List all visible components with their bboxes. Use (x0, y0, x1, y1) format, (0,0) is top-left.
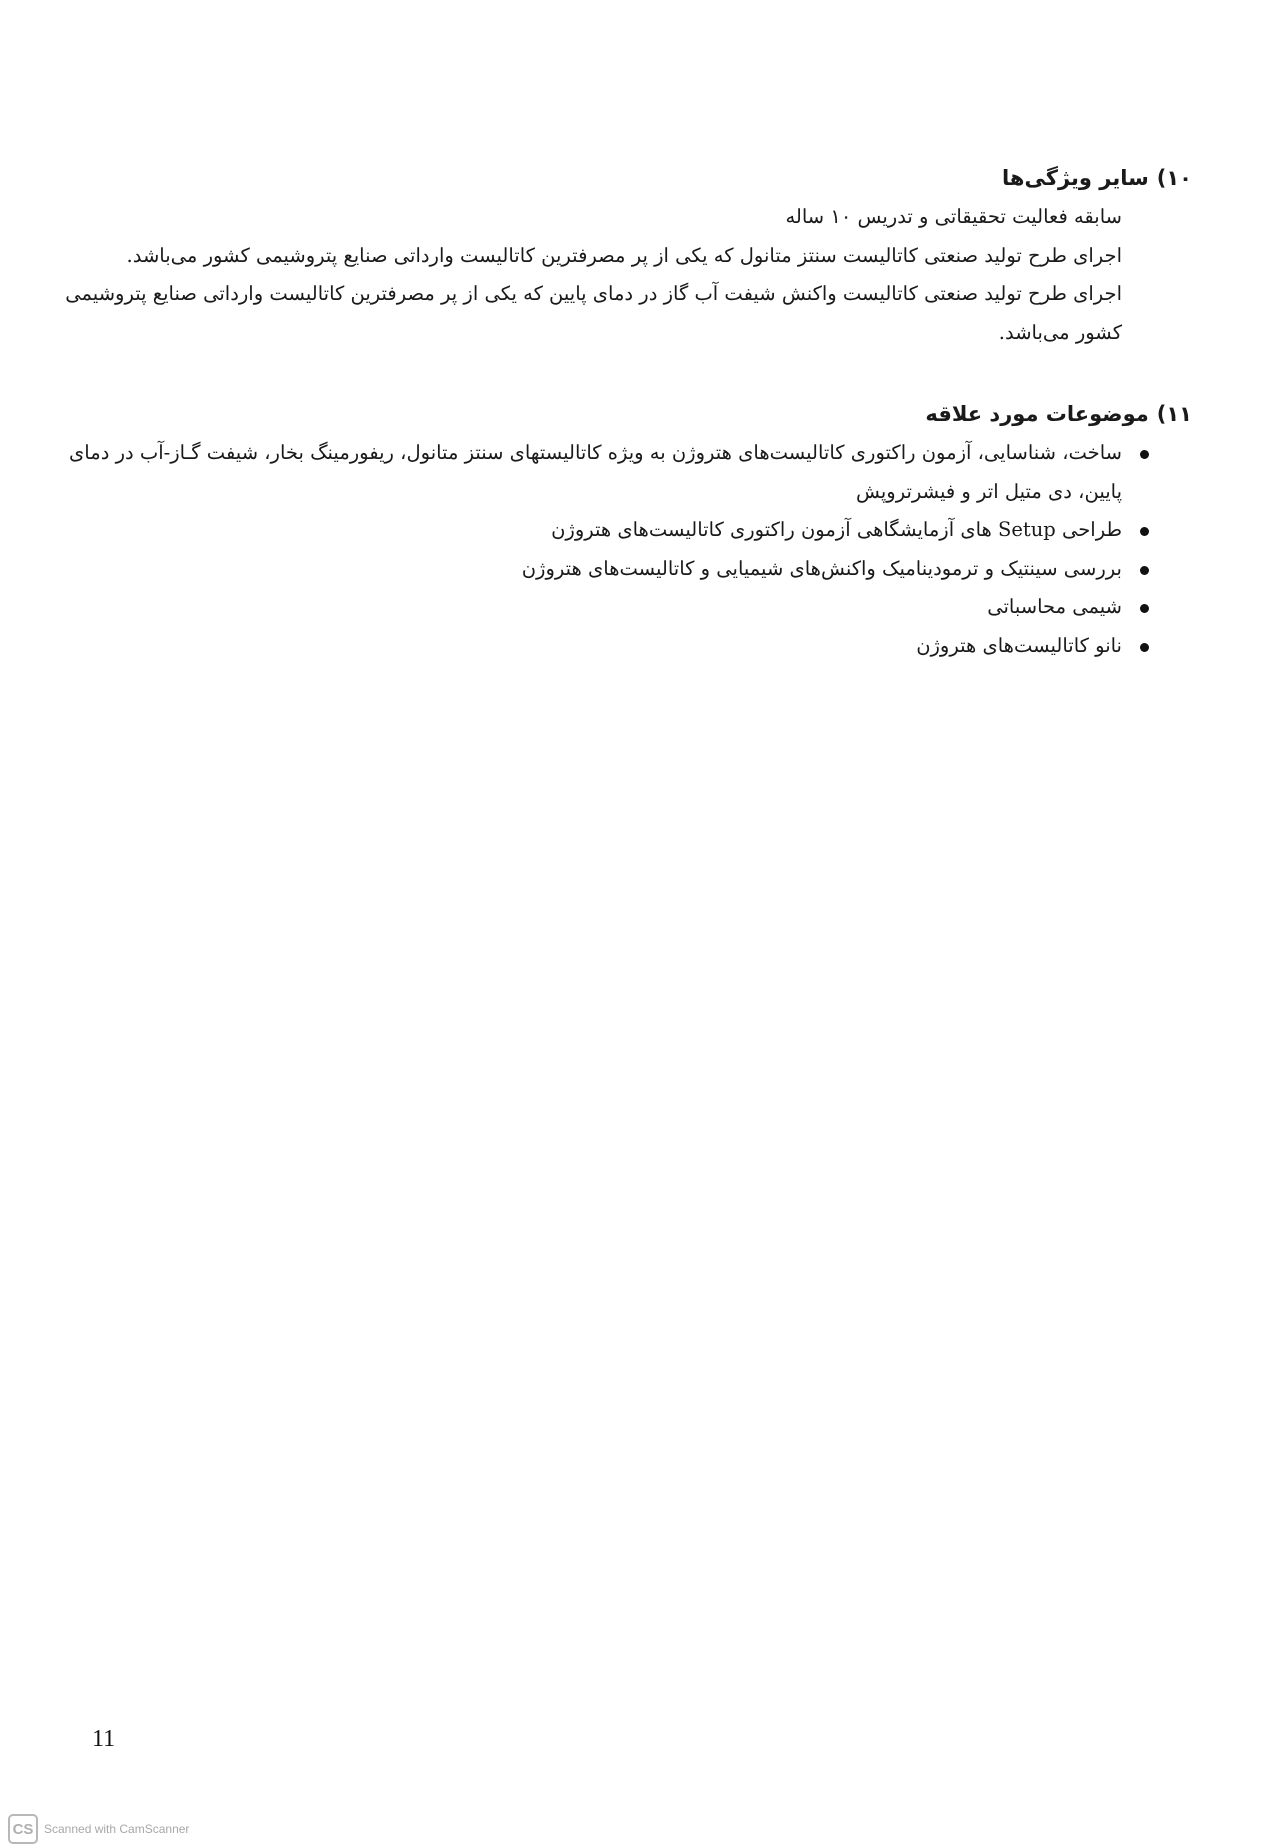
bullet-icon (1140, 604, 1149, 613)
section-title: سایر ویژگی‌ها (1002, 166, 1149, 190)
bullet-icon (1140, 566, 1149, 575)
paragraph: سابقه فعالیت تحقیقاتی و تدریس ۱۰ ساله (785, 205, 1122, 228)
section-other-features (62, 160, 1192, 352)
list-item (62, 434, 1192, 511)
bullet-icon (1140, 450, 1149, 459)
list-item-text: بررسی سینتیک و ترمودینامیک واکنش‌های شیمیایی و کاتالیست‌های هتروژن (521, 556, 1122, 580)
list-item-text: نانو کاتالیست‌های هتروژن (916, 633, 1122, 657)
camscanner-logo-icon: CS (8, 1814, 38, 1844)
section-heading (62, 396, 1192, 432)
list-item-text: طراحی Setup های آزمایشگاهی آزمون راکتوری کاتالیست‌های هتروژن (551, 518, 1122, 541)
paragraph: اجرای طرح تولید صنعتی کاتالیست سنتز متانول که یکی از پر مصرفترین کاتالیست وارداتی صنایع پتروشیمی کشور می‌باشد. (126, 243, 1122, 267)
list-item-text: شیمی محاسباتی (987, 595, 1122, 618)
list-item (62, 550, 1192, 589)
paragraph: اجرای طرح تولید صنعتی کاتالیست واکنش شیفت آب گاز در دمای پایین که یکی از پر مصرفترین کاتالیست وارداتی صنایع پتروشیمی کشور می‌باشد. (65, 282, 1122, 344)
section-interests (62, 396, 1192, 665)
list-item (62, 627, 1192, 666)
bullet-icon (1140, 527, 1149, 536)
list-item (62, 511, 1192, 550)
section-number: ۱۰) (1156, 166, 1192, 190)
interests-list (62, 434, 1192, 665)
section-heading (62, 160, 1192, 196)
page-number: 11 (92, 1726, 116, 1752)
bullet-icon (1140, 643, 1149, 652)
watermark-text: Scanned with CamScanner (44, 1822, 190, 1836)
list-item-text: ساخت، شناسایی، آزمون راکتوری کاتالیست‌های هتروژن به ویژه کاتالیستهای سنتز متانول، ریفورمینگ بخار، شیفت گـاز-آب در دمای پایین، دی متیل اتر و فیشرتروپش (69, 441, 1122, 503)
camscanner-watermark (8, 1814, 189, 1844)
list-item (62, 588, 1192, 627)
section-title: موضوعات مورد علاقه (925, 402, 1149, 426)
section-number: ۱۱) (1156, 402, 1192, 426)
